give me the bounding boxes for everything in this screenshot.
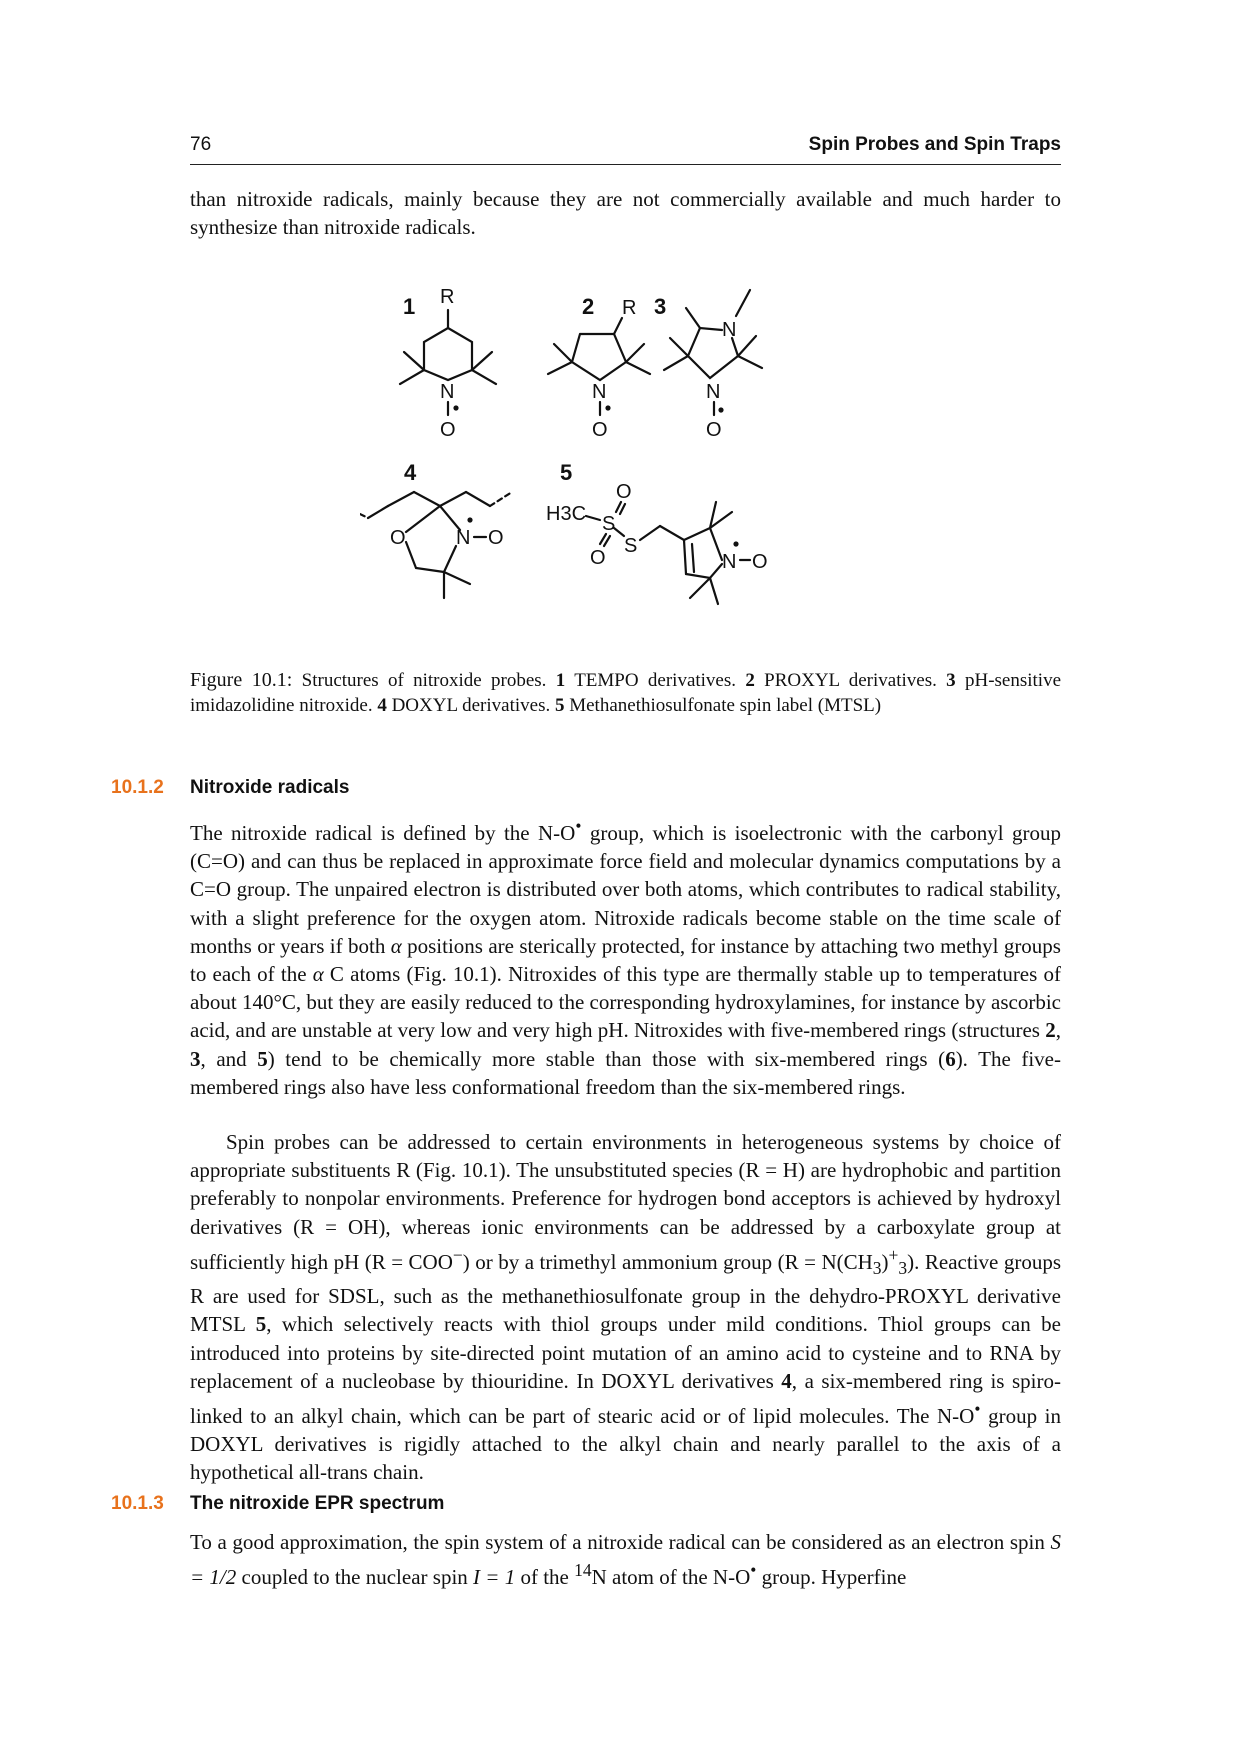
text-run: ) (881, 1249, 889, 1274)
text-run: , but they are easily reduced to the corresponding hydroxylamines, for instance by ascorbic acid, and are unstable at very low and very high pH. Nitroxides with five-membered rings (structures (190, 990, 1061, 1043)
text-run: group in DOXYL derivatives is rigidly attached to the alkyl chain and nearly parallel to the axis of a hypothetical all-trans chain. (190, 1404, 1062, 1485)
atom-label-o-4b: O (488, 527, 504, 549)
text-run: ) or by a trimethyl ammonium group (R = N(CH (462, 1249, 873, 1274)
temperature-value: 140°C (241, 990, 296, 1015)
figure-nitroxide-structures (360, 280, 900, 620)
atom-label-o-5a: O (616, 481, 632, 503)
caption-item-text: pH-sensitive imidazolidine nitroxide. (190, 670, 1062, 716)
section-number: 10.1.3 (111, 1493, 164, 1514)
structure-label-4: 4 (404, 460, 417, 485)
text-run: , which selectively reacts with thiol groups under mild conditions. Thiol groups can be introduced into proteins by site-directed point mutation of an amino acid to cysteine and to RNA by replacement of a nucleobase by thiouridine. In DOXYL derivatives (190, 1312, 1061, 1393)
structure-ref: 2 (1045, 1018, 1056, 1043)
structure-label-2: 2 (582, 294, 595, 319)
isotope-number: 14 (574, 1560, 592, 1581)
atom-label-n-4: N (456, 527, 471, 549)
atom-label-o-2: O (592, 419, 608, 441)
intro-paragraph: than nitroxide radicals, mainly because they are not commercially available and much harder to synthesize than nitroxide radicals. (190, 187, 1061, 240)
atom-label-o-3: O (706, 419, 722, 441)
text-run: ). The five-membered rings also have less conformational freedom than the six-membered rings. (190, 1046, 1061, 1099)
chapter-title: Spin Probes and Spin Traps (808, 134, 1061, 155)
structure-5-mtsl (546, 460, 768, 604)
structures-drawing (360, 280, 900, 620)
atom-label-r-2: R (622, 297, 637, 319)
text-run: N atom of the N-O (591, 1565, 751, 1590)
page-number: 76 (190, 134, 212, 155)
atom-label-h3c: H3C (546, 503, 587, 525)
caption-item-num: 2 (745, 670, 755, 691)
text-run: Spin probes can be addressed to certain environments in heterogeneous systems by choice of appropriate substituents R (Fig. 10.1). The unsubstituted species (R = H) are hydrophobic and partition preferably to nonpolar environments. Preference for hydrogen bond acceptors is achieved by hydroxyl derivatives (R = OH), whereas ionic environments can be addressed by a carboxylate group at sufficiently high pH (R = COO (190, 1130, 1061, 1274)
caption-item-text: PROXYL derivatives. (764, 670, 937, 691)
equation: I = 1 (473, 1565, 516, 1590)
text-run: group. Hyperfine (756, 1565, 907, 1590)
structure-ref: 6 (945, 1046, 956, 1071)
structure-1-tempo (400, 286, 496, 441)
figure-caption (190, 668, 1061, 718)
caption-item-text: TEMPO derivatives. (574, 670, 737, 691)
atom-label-n-2: N (592, 381, 607, 403)
radical-dot: • (750, 1560, 757, 1581)
caption-item-num: 1 (555, 670, 566, 691)
section-title: The nitroxide EPR spectrum (190, 1493, 445, 1514)
structure-ref: 5 (255, 1312, 267, 1337)
equation: S = 1/2 (190, 1530, 1061, 1590)
section-number: 10.1.2 (111, 777, 164, 798)
text-run: ). Reactive groups R are used for SDSL, such as the methanethiosulfonate group in the dehydro-PROXYL derivative MTSL (190, 1249, 1061, 1337)
atom-label-n-3b: N (706, 381, 721, 403)
radical-dot: • (974, 1399, 981, 1420)
structure-ref: 3 (190, 1046, 201, 1071)
alpha-symbol: α (312, 962, 324, 987)
atom-label-n-3a: N (722, 319, 737, 341)
text-run: To a good approximation, the spin system of a nitroxide radical can be considered as an electron spin (190, 1530, 1051, 1554)
text-run: C atoms (Fig. 10.1). Nitroxides of this type are thermally stable up to temperatures of about (190, 962, 1061, 1015)
structure-3-imidazolidine (654, 290, 762, 441)
superscript: + (888, 1244, 899, 1265)
atom-label-o-5b: O (590, 547, 606, 569)
caption-lead: Figure 10.1: (190, 669, 293, 691)
atom-label-s-5a: S (602, 513, 616, 535)
radical-dot: • (575, 816, 582, 836)
structure-ref: 4 (781, 1368, 792, 1393)
structure-label-1: 1 (403, 294, 416, 319)
atom-label-o: O (440, 419, 456, 441)
structure-label-3: 3 (654, 294, 667, 319)
atom-label-s-5b: S (624, 535, 638, 557)
caption-item-text: Methanethiosulfonate spin label (MTSL) (569, 695, 882, 716)
text-run: coupled to the nuclear spin (236, 1565, 474, 1590)
structure-label-5: 5 (560, 460, 573, 485)
atom-label-o-4a: O (390, 527, 406, 549)
atom-label-r: R (440, 286, 455, 308)
caption-item-text: DOXYL derivatives. (391, 695, 551, 716)
text-run: The nitroxide radical is defined by the N-O (190, 821, 576, 845)
text-run: ) tend to be chemically more stable than those with six-membered rings ( (267, 1046, 946, 1071)
alpha-symbol: α (390, 933, 402, 958)
paragraph-spin-probes (190, 1128, 1061, 1487)
superscript: − (452, 1244, 463, 1265)
paragraph-nitroxide-definition (190, 812, 1061, 1101)
section-heading-epr-spectrum (111, 1493, 444, 1515)
text-run: positions are sterically protected, for instance by attaching two methyl groups to each of the (190, 933, 1061, 987)
subscript: 3 (872, 1258, 882, 1278)
section-heading-nitroxide-radicals (111, 777, 349, 799)
caption-item-num: 5 (554, 695, 565, 716)
structure-2-proxyl (548, 294, 650, 441)
atom-label-o-5c: O (752, 551, 768, 573)
running-header (190, 134, 1061, 165)
structure-4-doxyl (360, 460, 512, 598)
text-run: , (1055, 1018, 1061, 1043)
caption-item-num: 3 (946, 670, 956, 691)
section-title: Nitroxide radicals (190, 777, 350, 798)
atom-label-n-5: N (722, 551, 737, 573)
structure-ref: 5 (257, 1046, 268, 1071)
paragraph-epr-spectrum (190, 1528, 1061, 1591)
atom-label-n: N (440, 381, 455, 403)
text-run: , a six-membered ring is spiro-linked to an alkyl chain, which can be part of stearic acid or of lipid molecules. The N-O (190, 1368, 1061, 1429)
subscript: 3 (898, 1258, 908, 1278)
text-run: group, which is isoelectronic with the carbonyl group (C=O) and can thus be replaced in approximate force field and molecular dynamics computations by a C=O group. The unpaired electron is distributed over both atoms, which contributes to radical stability, with a slight preference for the oxygen atom. Nitroxide radicals become stable on the time scale of months or years if both (190, 821, 1062, 958)
text-run: of the (515, 1565, 575, 1590)
text-run: , and (200, 1046, 258, 1071)
caption-text: Structures of nitroxide probes. (301, 670, 547, 691)
caption-item-num: 4 (377, 695, 387, 716)
